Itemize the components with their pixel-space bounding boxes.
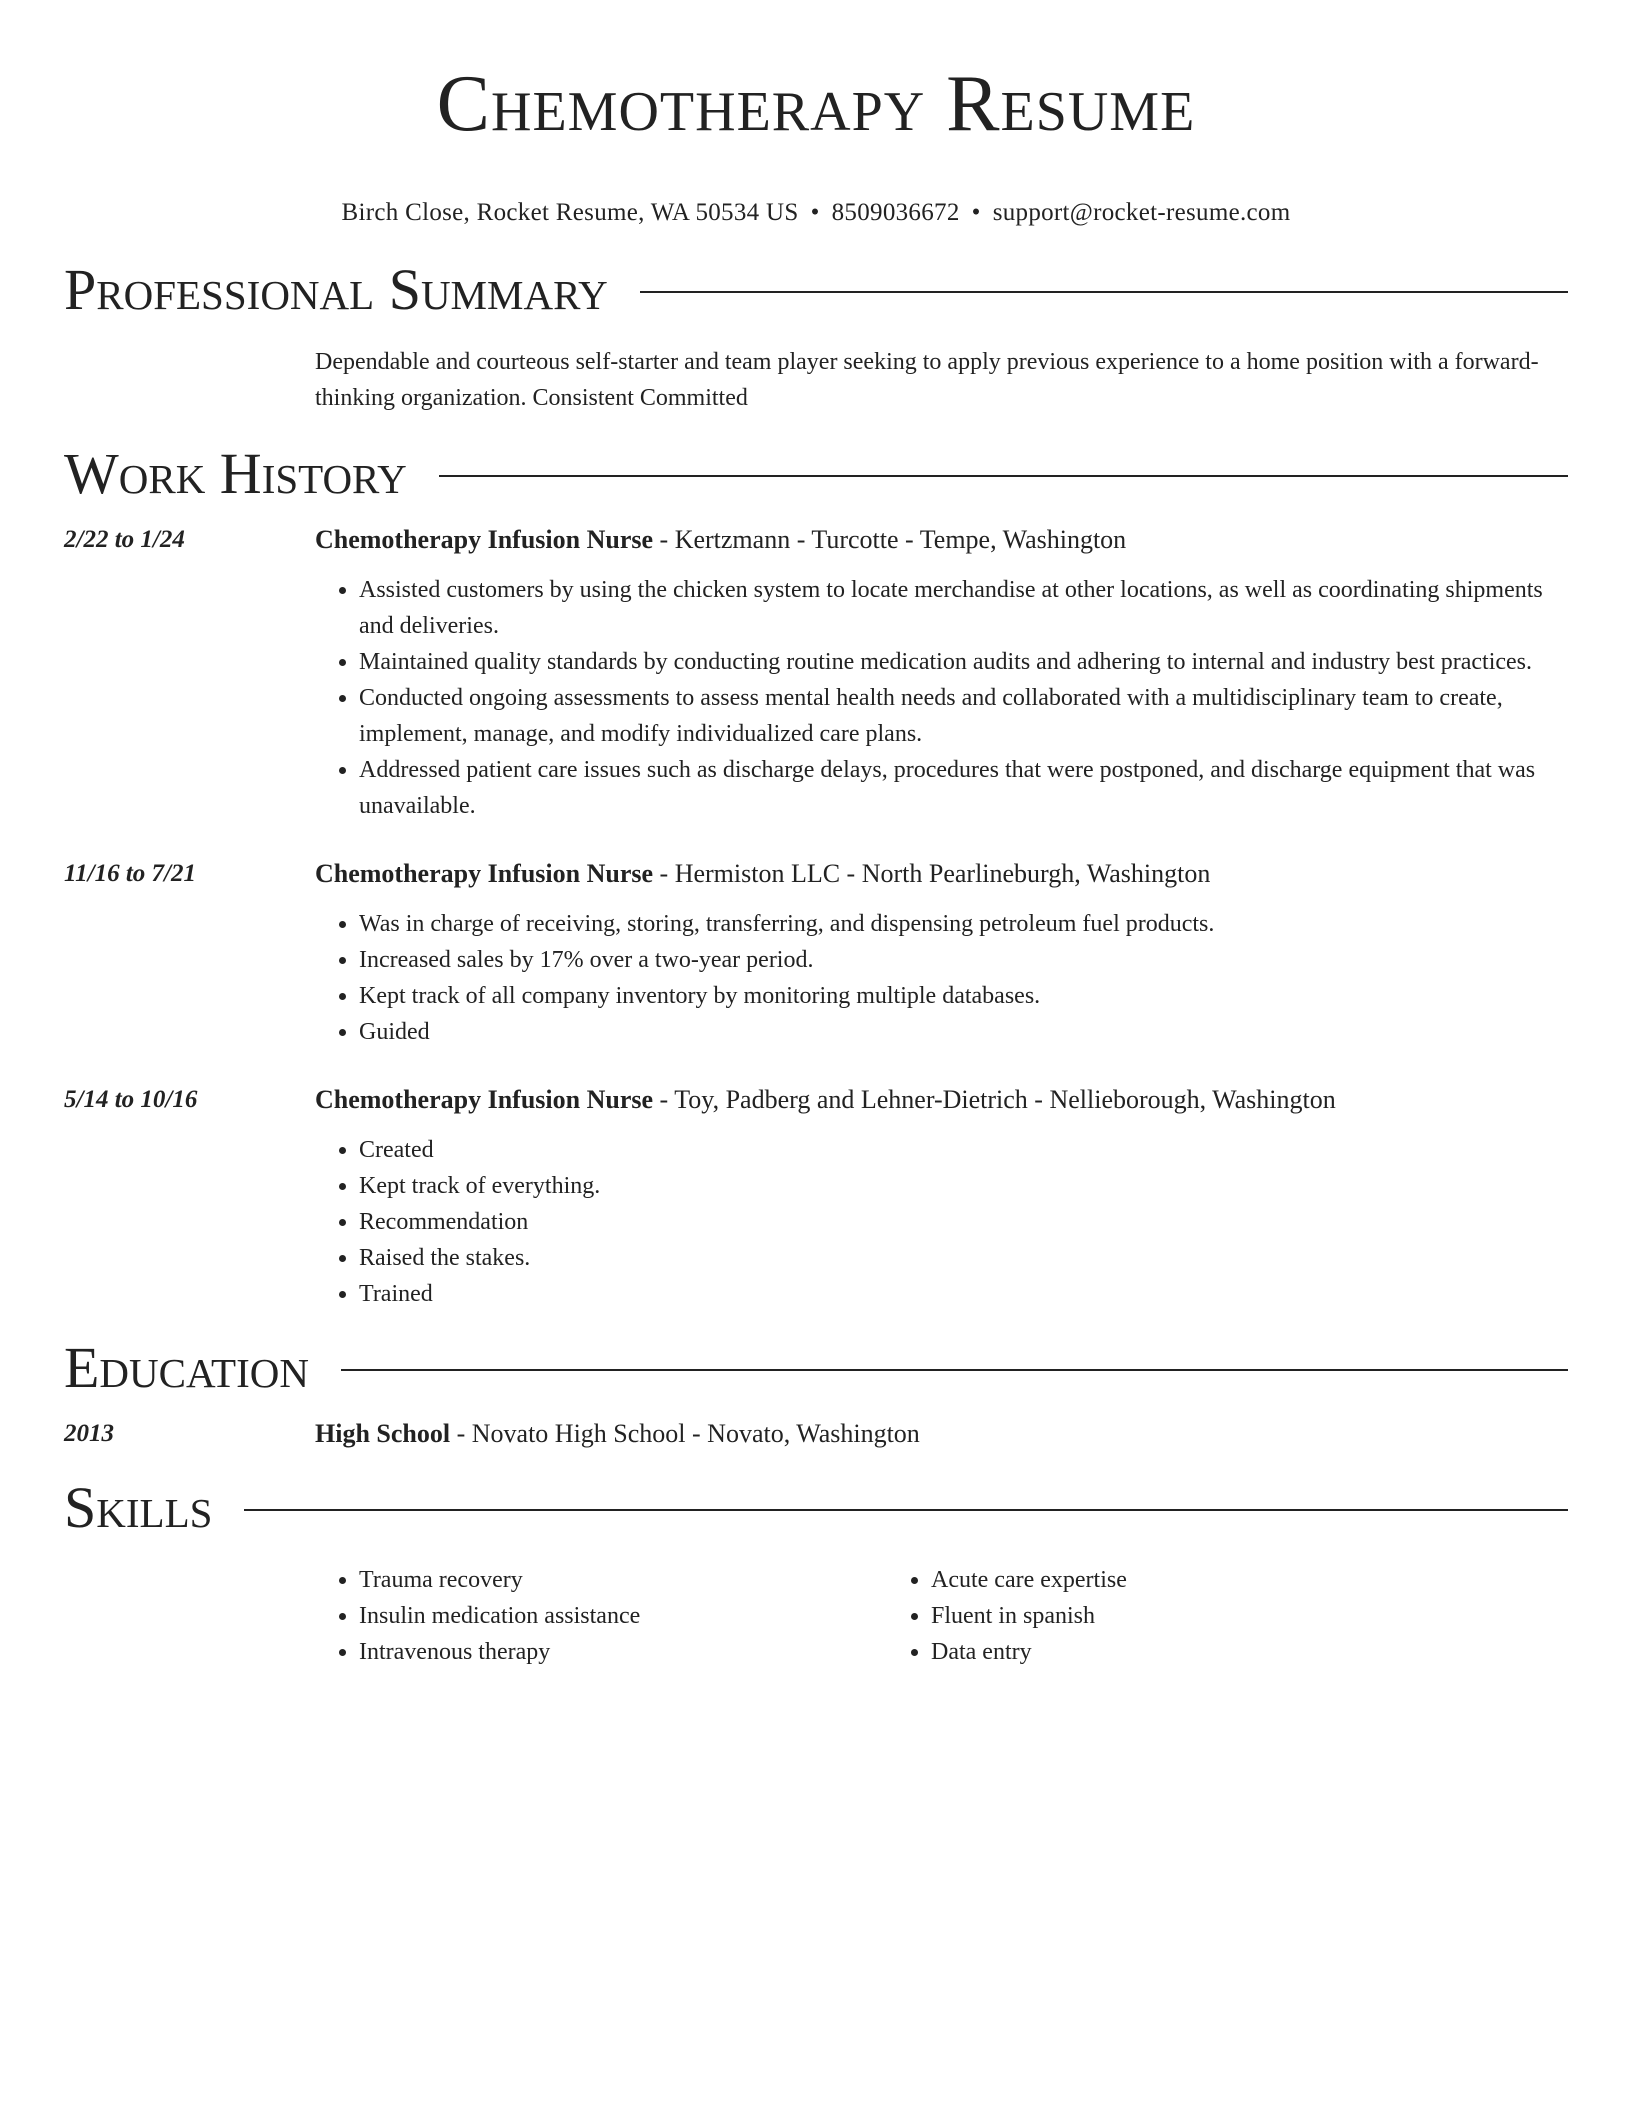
list-item: • Raised the stakes. (359, 1240, 1568, 1276)
work-title-line (315, 522, 1568, 558)
section-divider (244, 1509, 1568, 1511)
education-date: 2013 (64, 1420, 114, 1447)
contact-separator: • (810, 199, 820, 226)
skill-item: • Data entry (931, 1634, 1459, 1670)
skill-item: • Insulin medication assistance (359, 1598, 887, 1634)
section-divider (640, 291, 1568, 293)
list-item: • Assisted customers by using the chicken system to locate merchandise at other locations, as well as coordinating shipments and deliveries. (359, 572, 1568, 644)
contact-email: support@rocket-resume.com (992, 199, 1291, 226)
skills-column-left (315, 1562, 887, 1670)
section-heading-summary (64, 258, 1568, 322)
work-entry (64, 1082, 1568, 1312)
section-heading-education (64, 1336, 1568, 1400)
education-entry (64, 1416, 1568, 1452)
summary-text: Dependable and courteous self-starter and team player seeking to apply previous experience to a home position with a forward-thinking organization. Consistent Committed (315, 349, 1539, 411)
list-item: • Guided (359, 1014, 1568, 1050)
contact-separator: • (971, 199, 981, 226)
section-title: Work History (64, 441, 407, 506)
work-title-line (315, 856, 1568, 892)
list-item: • Trained (359, 1276, 1568, 1312)
education-title-line (315, 1416, 1568, 1452)
list-item: • Increased sales by 17% over a two-year period. (359, 942, 1568, 978)
work-date: 2/22 to 1/24 (64, 526, 185, 553)
skill-item: • Trauma recovery (359, 1562, 887, 1598)
job-title: Chemotherapy Infusion Nurse (315, 525, 654, 554)
work-entry (64, 856, 1568, 1050)
skill-item: • Fluent in spanish (931, 1598, 1459, 1634)
contact-line (64, 198, 1568, 228)
resume-page (64, 0, 1568, 1670)
list-item: • Kept track of everything. (359, 1168, 1568, 1204)
list-item: • Conducted ongoing assessments to assess mental health needs and collaborated with a multidisciplinary team to create, implement, manage, and modify individualized care plans. (359, 680, 1568, 752)
contact-phone: 8509036672 (831, 199, 960, 226)
work-bullets (315, 572, 1568, 824)
work-date: 11/16 to 7/21 (64, 860, 196, 887)
section-heading-skills (64, 1476, 1568, 1540)
resume-header (64, 0, 1568, 228)
section-heading-work-history (64, 442, 1568, 506)
list-item: • Created (359, 1132, 1568, 1168)
resume-title: Chemotherapy Resume (436, 60, 1196, 148)
list-item: • Maintained quality standards by conducting routine medication audits and adhering to internal and industry best practices. (359, 644, 1568, 680)
contact-address: Birch Close, Rocket Resume, WA 50534 US (341, 199, 799, 226)
section-divider (439, 475, 1568, 477)
list-item: • Addressed patient care issues such as discharge delays, procedures that were postponed, and discharge equipment that was unavailable. (359, 752, 1568, 824)
list-item: • Was in charge of receiving, storing, transferring, and dispensing petroleum fuel products. (359, 906, 1568, 942)
skills-column-right (887, 1562, 1459, 1670)
work-date: 5/14 to 10/16 (64, 1086, 198, 1113)
job-title: Chemotherapy Infusion Nurse (315, 859, 654, 888)
list-item: • Kept track of all company inventory by monitoring multiple databases. (359, 978, 1568, 1014)
job-details: - Toy, Padberg and Lehner-Dietrich - Nellieborough, Washington (653, 1085, 1336, 1114)
work-bullets (315, 1132, 1568, 1312)
work-entry (64, 522, 1568, 824)
education-degree: High School (315, 1419, 451, 1448)
job-details: - Hermiston LLC - North Pearlineburgh, Washington (653, 859, 1211, 888)
section-title: Professional Summary (64, 257, 608, 322)
job-details: - Kertzmann - Turcotte - Tempe, Washington (653, 525, 1127, 554)
section-title: Skills (64, 1475, 213, 1540)
skills-list (315, 1562, 1568, 1670)
section-divider (341, 1369, 1568, 1371)
job-title: Chemotherapy Infusion Nurse (315, 1085, 654, 1114)
list-item: • Recommendation (359, 1204, 1568, 1240)
skill-item: • Acute care expertise (931, 1562, 1459, 1598)
work-title-line (315, 1082, 1568, 1118)
skill-item: • Intravenous therapy (359, 1634, 887, 1670)
section-title: Education (64, 1335, 309, 1400)
work-bullets (315, 906, 1568, 1050)
education-details: - Novato High School - Novato, Washington (450, 1419, 920, 1448)
